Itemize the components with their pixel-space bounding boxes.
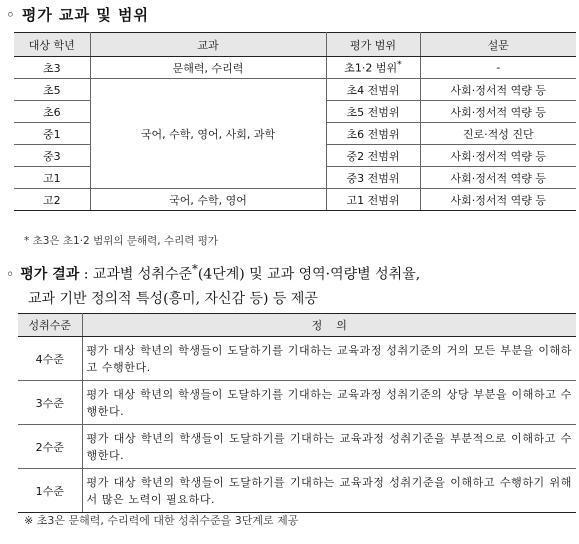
header-subject: 교과 xyxy=(90,33,326,57)
grade-cell: 중3 xyxy=(14,145,90,167)
scope-header-row xyxy=(14,33,576,57)
scope-footnote-mark: * xyxy=(397,59,402,71)
definition-cell: 평가 대상 학년의 학생들이 도달하기를 기대하는 교육과정 성취기준을 부분적으로 이해하고 수행한다. xyxy=(82,425,576,469)
results-footnote-mark: * xyxy=(192,262,198,276)
grade-cell: 초5 xyxy=(14,79,90,101)
survey-cell: 사회·정서적 역량 등 xyxy=(420,189,576,211)
header-grade: 대상 학년 xyxy=(14,33,90,57)
definition-cell: 평가 대상 학년의 학생들이 도달하기를 기대하는 교육과정 성취기준을 이해하고 수행하기 위해서 많은 노력이 필요하다. xyxy=(82,469,576,513)
levels-header-row xyxy=(18,314,576,337)
table-row xyxy=(18,337,576,381)
bullet-icon: ◦ xyxy=(6,266,15,283)
results-paragraph xyxy=(6,257,576,311)
table-row xyxy=(18,381,576,425)
survey-cell: 사회·정서적 역량 등 xyxy=(420,167,576,189)
level-cell: 1수준 xyxy=(18,469,82,513)
survey-cell: 사회·정서적 역량 등 xyxy=(420,145,576,167)
scope-cell xyxy=(326,57,420,79)
survey-cell: 사회·정서적 역량 등 xyxy=(420,101,576,123)
bullet-icon: ◦ xyxy=(6,6,16,24)
section-title-text: 평가 교과 및 범위 xyxy=(21,6,149,24)
definition-cell: 평가 대상 학년의 학생들이 도달하기를 기대하는 교육과정 성취기준의 상당 부분을 이해하고 수행한다. xyxy=(82,381,576,425)
grade-cell: 초6 xyxy=(14,101,90,123)
section-title-scope xyxy=(6,4,149,25)
grade-cell: 중1 xyxy=(14,123,90,145)
survey-cell: 진로·적성 진단 xyxy=(420,123,576,145)
header-definition: 정 의 xyxy=(82,314,576,337)
scope-cell: 초4 전범위 xyxy=(326,79,420,101)
scope-footnote: * 초3은 초1·2 범위의 문해력, 수리력 평가 xyxy=(24,235,218,247)
results-text-1: 교과별 성취수준 xyxy=(92,266,192,283)
survey-cell: - xyxy=(420,57,576,79)
table-row xyxy=(14,79,576,101)
level-cell: 4수준 xyxy=(18,337,82,381)
subject-cell: 국어, 수학, 영어 xyxy=(90,189,326,211)
results-label: 평가 결과 xyxy=(20,266,80,283)
table-row xyxy=(18,469,576,513)
header-level: 성취수준 xyxy=(18,314,82,337)
levels-footnote: ※ 초3은 문해력, 수리력에 대한 성취수준을 3단계로 제공 xyxy=(24,514,299,527)
results-separator: : xyxy=(79,266,93,283)
scope-table xyxy=(14,32,576,211)
levels-table xyxy=(18,313,576,513)
scope-cell: 중3 전범위 xyxy=(326,167,420,189)
definition-cell: 평가 대상 학년의 학생들이 도달하기를 기대하는 교육과정 성취기준의 거의 모든 부분을 이해하고 수행한다. xyxy=(82,337,576,381)
results-text-2: (4단계) 및 교과 영역·역량별 성취율, xyxy=(197,266,421,283)
header-scope: 평가 범위 xyxy=(326,33,420,57)
results-text-line2: 교과 기반 정의적 특성(흥미, 자신감 등) 등 제공 xyxy=(28,290,318,307)
survey-cell: 사회·정서적 역량 등 xyxy=(420,79,576,101)
table-row xyxy=(14,189,576,211)
grade-cell: 초3 xyxy=(14,57,90,79)
level-cell: 3수준 xyxy=(18,381,82,425)
scope-cell: 초6 전범위 xyxy=(326,123,420,145)
subject-cell: 문해력, 수리력 xyxy=(90,57,326,79)
table-row xyxy=(14,57,576,79)
scope-cell: 고1 전범위 xyxy=(326,189,420,211)
grade-cell: 고2 xyxy=(14,189,90,211)
level-cell: 2수준 xyxy=(18,425,82,469)
header-survey: 설문 xyxy=(420,33,576,57)
table-row xyxy=(18,425,576,469)
subject-cell-merged: 국어, 수학, 영어, 사회, 과학 xyxy=(90,79,326,189)
scope-cell: 초5 전범위 xyxy=(326,101,420,123)
scope-text: 초1·2 범위 xyxy=(344,61,398,75)
grade-cell: 고1 xyxy=(14,167,90,189)
scope-cell: 중2 전범위 xyxy=(326,145,420,167)
